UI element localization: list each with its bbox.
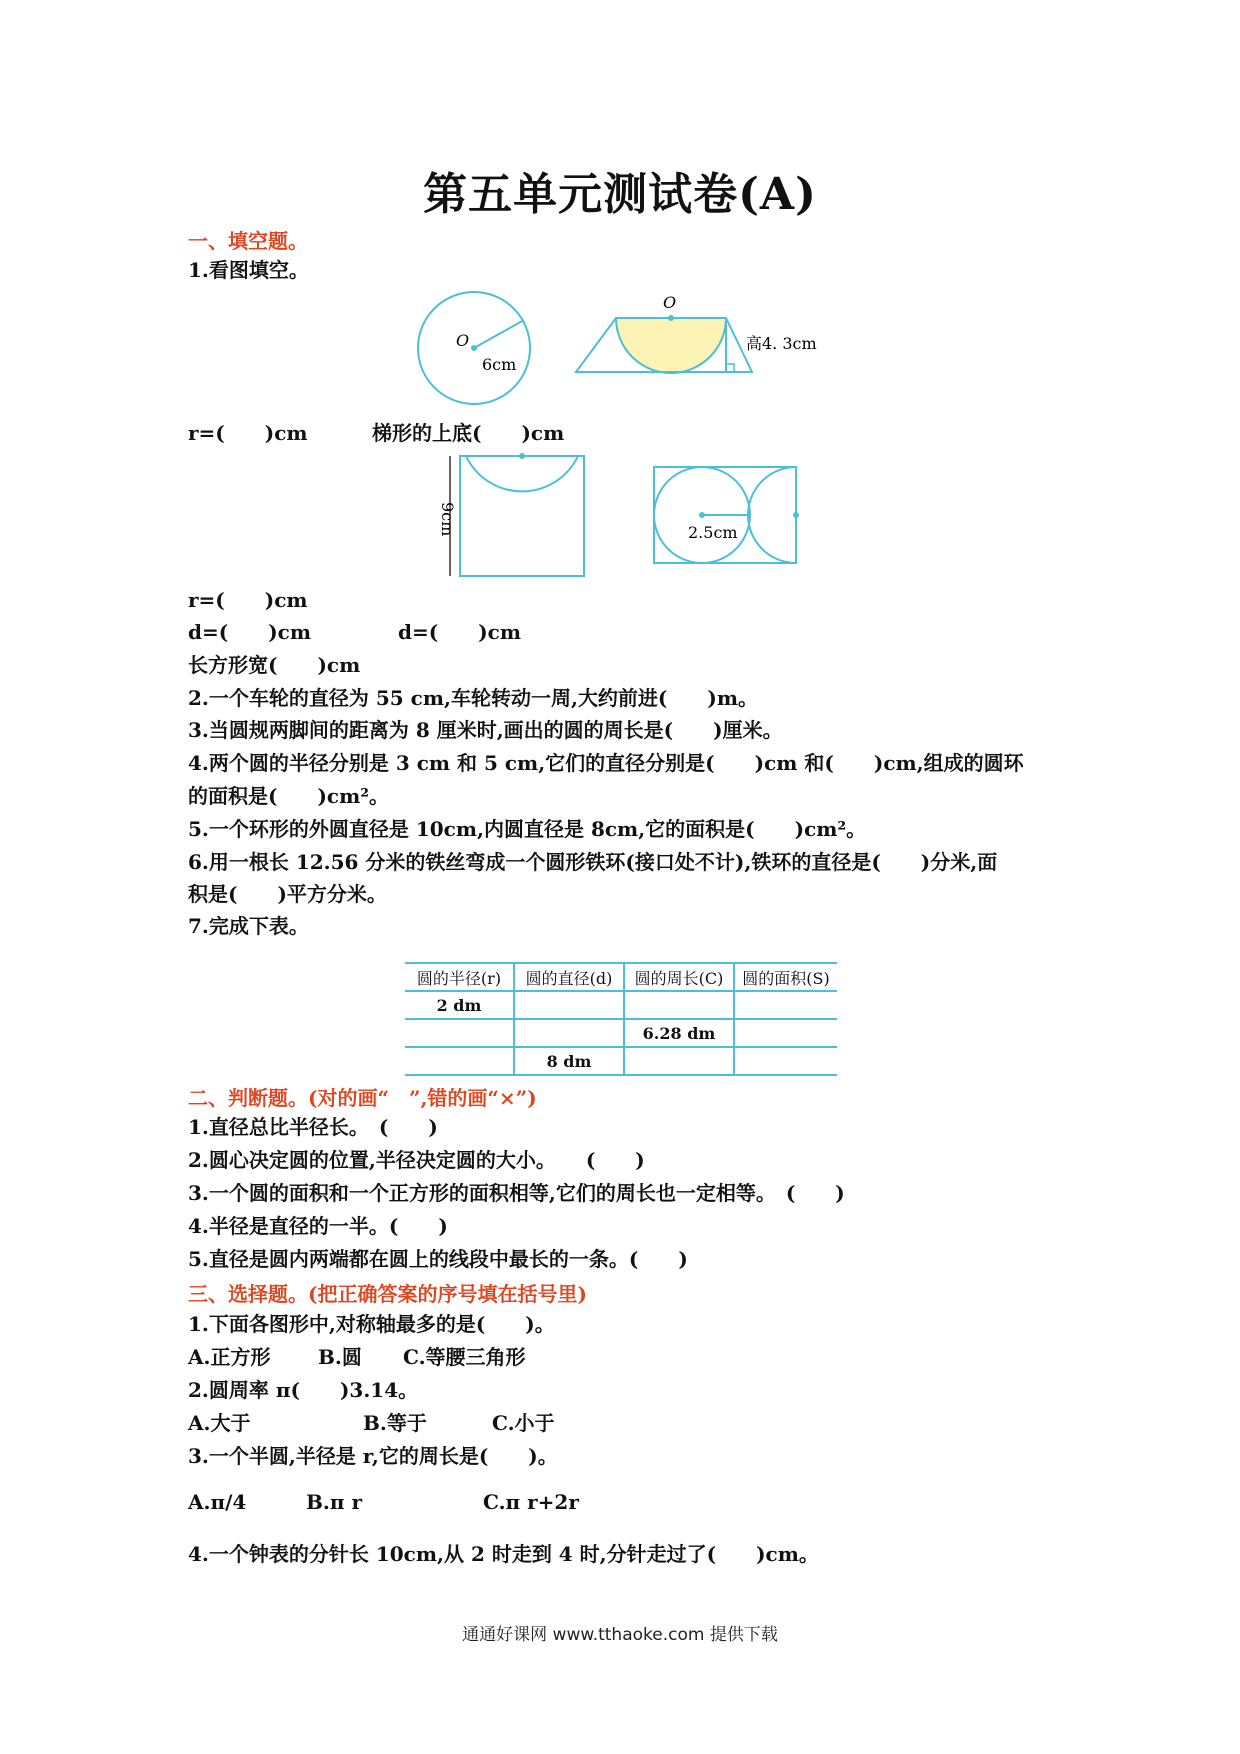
question-1-3: 3.当圆规两脚间的距离为 8 厘米时,画出的圆的周长是( )厘米。 [188, 718, 783, 742]
table-cell [734, 991, 837, 1019]
question-1-1: 1.看图填空。 [188, 258, 309, 282]
judge-item: 5.直径是圆内两端都在圆上的线段中最长的一条。( ) [188, 1247, 688, 1271]
table-cell [734, 1019, 837, 1047]
rectangle-radius-label: 2.5cm [688, 523, 738, 542]
circle-table [405, 962, 837, 1076]
choice-question-2: 2.圆周率 π( )3.14。 [188, 1378, 419, 1402]
table-cell [734, 1047, 837, 1075]
table-cell [624, 991, 734, 1019]
section-2-heading: 二、判断题。(对的画“ ”,错的画“×”) [188, 1086, 537, 1110]
choice-option: B.π r [306, 1490, 363, 1514]
question-1-4-line1: 4.两个圆的半径分别是 3 cm 和 5 cm,它们的直径分别是( )cm 和( )cm,组成的圆环 [188, 751, 1024, 775]
choice-option: A.大于 [188, 1411, 251, 1435]
footer-credit: 通通好课网 www.tthaoke.com 提供下载 [462, 1625, 778, 1645]
table-row [405, 1019, 837, 1047]
table-cell [514, 1019, 624, 1047]
question-1-6-line2: 积是( )平方分米。 [188, 882, 387, 906]
square-semicircle-figure [440, 448, 592, 580]
answer-width: 长方形宽( )cm [188, 653, 361, 677]
table-cell [405, 1019, 514, 1047]
rectangle-circles-figure [650, 463, 800, 567]
square-side-label: 9cm [438, 502, 457, 537]
choice-option: C.小于 [492, 1411, 555, 1435]
choice-question-4: 4.一个钟表的分针长 10cm,从 2 时走到 4 时,分针走过了( )cm。 [188, 1542, 819, 1566]
judge-item: 3.一个圆的面积和一个正方形的面积相等,它们的周长也一定相等。 ( ) [188, 1181, 845, 1205]
answer-d2: d=( )cm [398, 620, 522, 644]
table-row [405, 991, 837, 1019]
trapezoid-height-label: 高4. 3cm [746, 334, 817, 353]
choice-option: B.圆 [318, 1345, 362, 1369]
table-row [405, 1047, 837, 1075]
table-header-cell: 圆的面积(S) [734, 963, 837, 991]
circle-figure [412, 290, 542, 408]
answer-trapezoid-top: 梯形的上底( )cm [372, 421, 565, 445]
table-cell [624, 1047, 734, 1075]
table-header-cell: 圆的周长(C) [624, 963, 734, 991]
judge-item: 1.直径总比半径长。 ( ) [188, 1115, 438, 1139]
trapezoid-center-label: O [663, 293, 677, 312]
page-title: 第五单元测试卷(A) [423, 169, 817, 220]
section-3-heading: 三、选择题。(把正确答案的序号填在括号里) [188, 1282, 587, 1306]
circle-radius-label: 6cm [482, 355, 517, 374]
table-cell [405, 1047, 514, 1075]
table-header-cell: 圆的直径(d) [514, 963, 624, 991]
choice-question-1: 1.下面各图形中,对称轴最多的是( )。 [188, 1312, 555, 1336]
choice-option: C.π r+2r [483, 1490, 579, 1514]
question-1-6-line1: 6.用一根长 12.56 分米的铁丝弯成一个圆形铁环(接口处不计),铁环的直径是( )分米,面 [188, 850, 998, 874]
answer-r2: r=( )cm [188, 588, 308, 612]
table-cell: 2 dm [405, 991, 514, 1019]
table-cell: 6.28 dm [624, 1019, 734, 1047]
question-1-5: 5.一个环形的外圆直径是 10cm,内圆直径是 8cm,它的面积是( )cm²。 [188, 817, 867, 841]
circle-center-label: O [456, 331, 470, 350]
table-header-cell: 圆的半径(r) [405, 963, 514, 991]
trapezoid-figure [570, 294, 830, 378]
answer-d1: d=( )cm [188, 620, 312, 644]
table-cell: 8 dm [514, 1047, 624, 1075]
choice-option: A.π/4 [188, 1490, 247, 1514]
question-1-4-line2: 的面积是( )cm²。 [188, 784, 390, 808]
table-cell [514, 991, 624, 1019]
judge-item: 2.圆心决定圆的位置,半径决定圆的大小。 ( ) [188, 1148, 645, 1172]
choice-option: C.等腰三角形 [403, 1345, 526, 1369]
question-1-2: 2.一个车轮的直径为 55 cm,车轮转动一周,大约前进( )m。 [188, 686, 758, 710]
table-header-row [405, 963, 837, 991]
choice-option: B.等于 [363, 1411, 427, 1435]
answer-r1: r=( )cm [188, 421, 308, 445]
question-1-7: 7.完成下表。 [188, 914, 309, 938]
choice-option: A.正方形 [188, 1345, 271, 1369]
section-1-heading: 一、填空题。 [188, 229, 308, 253]
choice-question-3: 3.一个半圆,半径是 r,它的周长是( )。 [188, 1444, 558, 1468]
judge-item: 4.半径是直径的一半。( ) [188, 1214, 448, 1238]
